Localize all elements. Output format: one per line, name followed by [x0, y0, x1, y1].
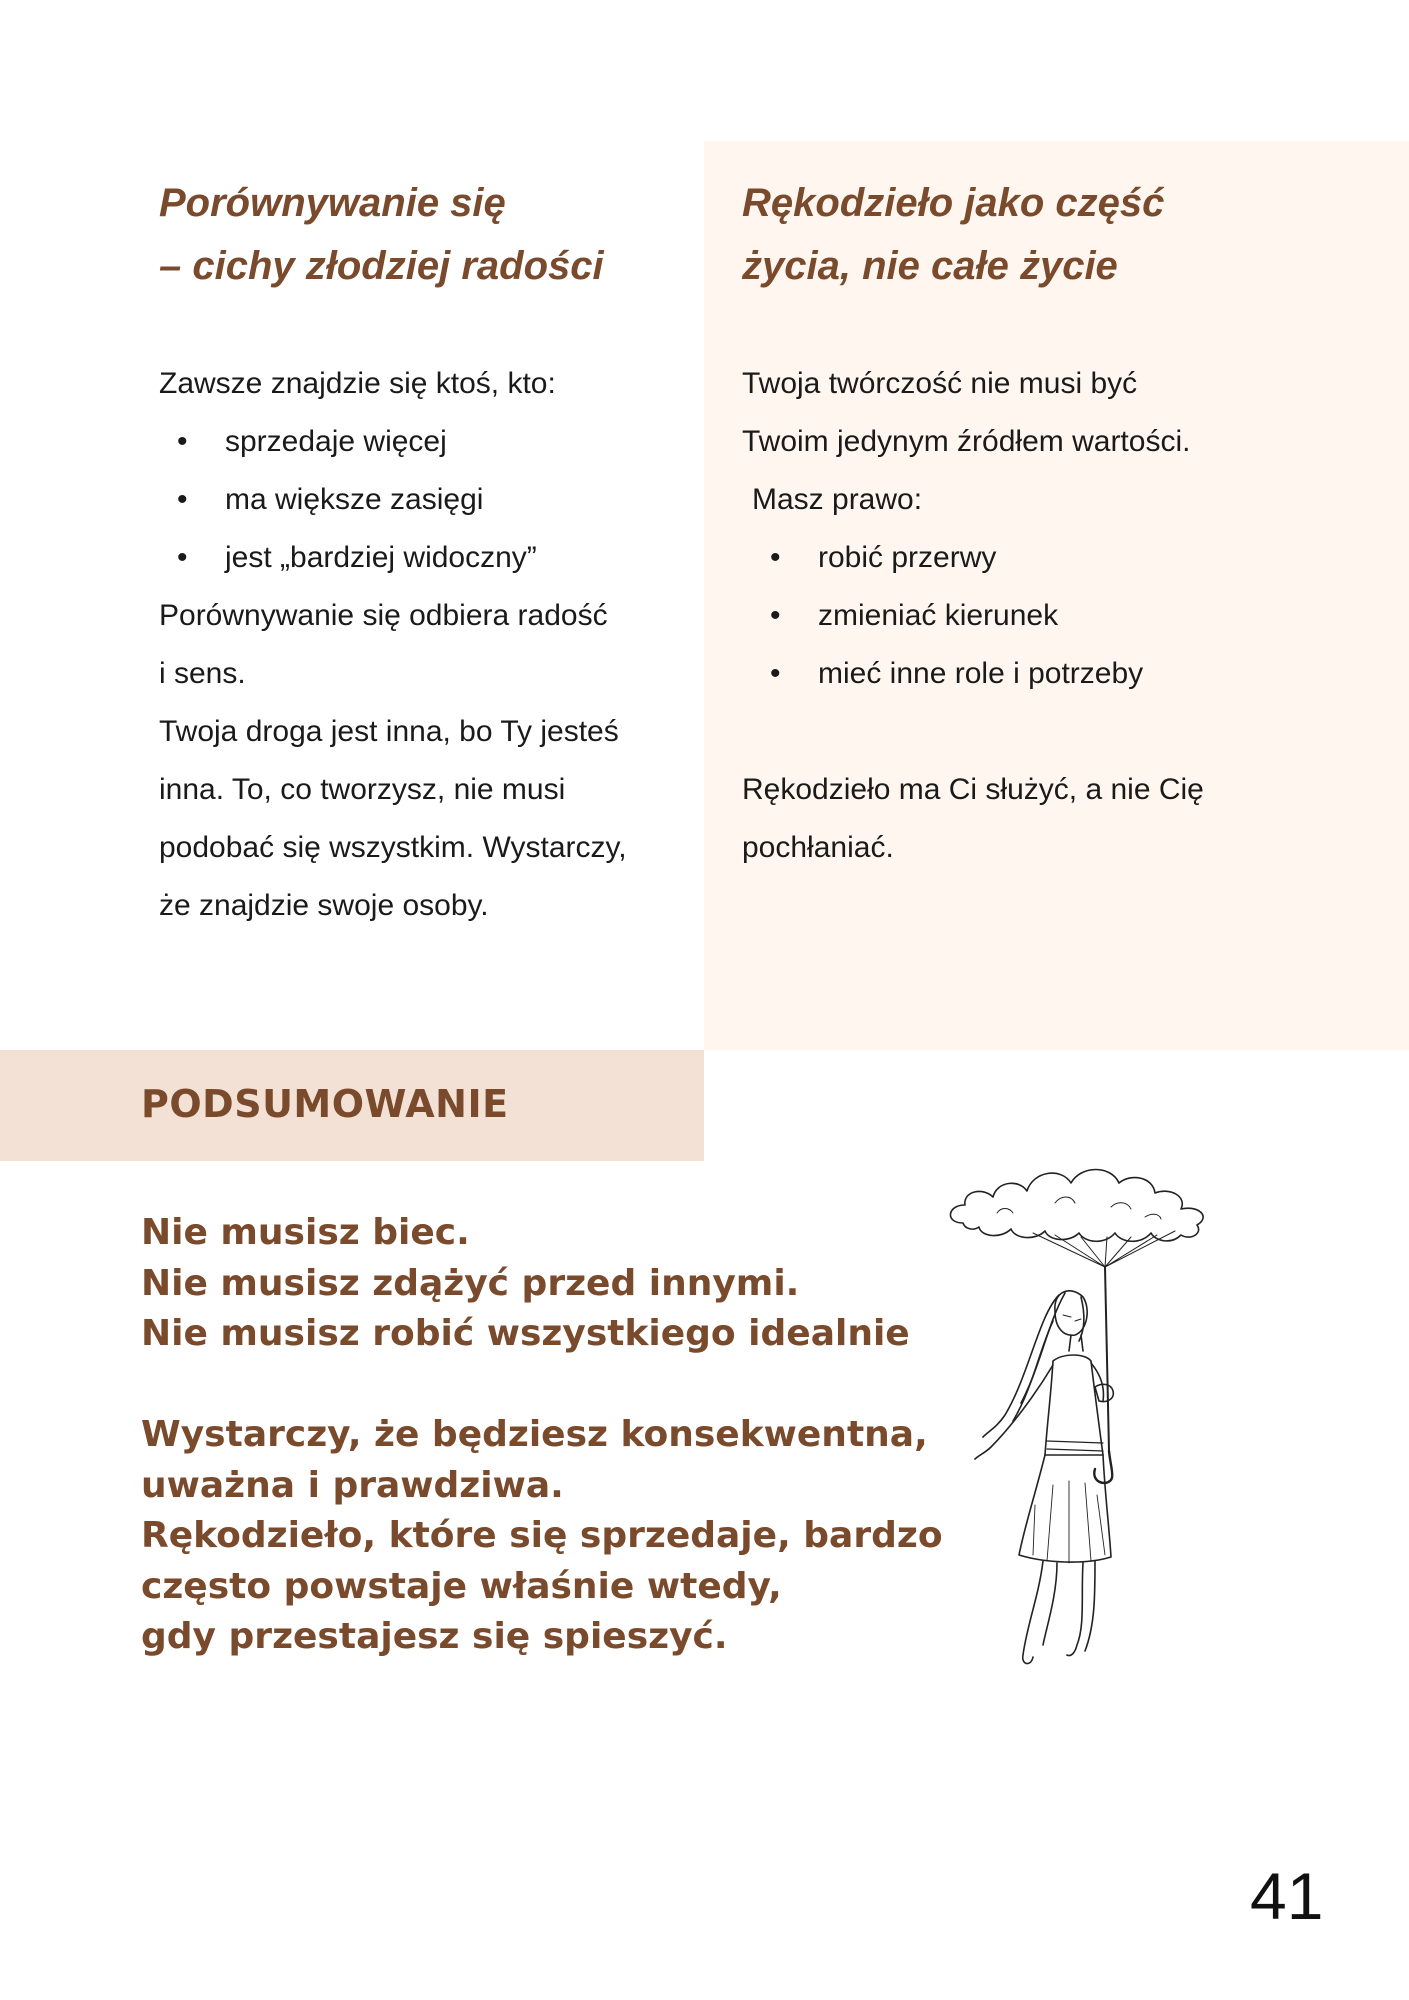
list-item: • mieć inne role i potrzeby [752, 645, 1302, 703]
list-item: • robić przerwy [752, 529, 1302, 587]
summary-line: Nie musisz robić wszystkiego idealnie [141, 1313, 910, 1354]
left-heading-line: Porównywanie się [159, 181, 506, 225]
left-paragraph-line: Porównywanie się odbiera radość [159, 599, 608, 632]
summary-title: PODSUMOWANIE [141, 1082, 509, 1126]
summary-line: Rękodzieło, które się sprzedaje, bardzo [141, 1515, 943, 1556]
girl-with-cloud-umbrella-illustration [935, 1125, 1275, 1685]
left-section-body [159, 355, 679, 935]
right-heading-line: Rękodzieło jako część [742, 181, 1165, 225]
left-heading-line: – cichy złodziej radości [159, 244, 604, 288]
right-closing-line: pochłaniać. [742, 831, 894, 864]
right-section-body [742, 355, 1302, 877]
right-section-heading [742, 172, 1164, 298]
spacer [742, 703, 1302, 761]
summary-line: często powstaje właśnie wtedy, [141, 1565, 782, 1607]
list-item: • jest „bardziej widoczny” [159, 529, 679, 587]
spacer [141, 1360, 943, 1411]
right-intro-line: Twoim jedynym źródłem wartości. [742, 425, 1191, 458]
left-paragraph-line: podobać się wszystkim. Wystarczy, [159, 831, 627, 864]
summary-line: Nie musisz zdążyć przed innymi. [141, 1262, 800, 1304]
summary-text [141, 1208, 943, 1663]
right-intro-line: Twoja twórczość nie musi być [742, 367, 1138, 400]
cloud-icon [950, 1170, 1203, 1242]
page-number: 41 [1250, 1859, 1324, 1933]
summary-line: uważna i prawdziwa. [141, 1464, 564, 1506]
left-paragraph-line: że znajdzie swoje osoby. [159, 889, 489, 922]
list-item: • ma większe zasięgi [159, 471, 679, 529]
summary-line: Nie musisz biec. [141, 1212, 470, 1253]
left-section-heading [159, 172, 604, 298]
right-closing-line: Rękodzieło ma Ci służyć, a nie Cię [742, 773, 1204, 806]
left-bullet-list [159, 413, 679, 587]
rights-label: Masz prawo: [752, 483, 923, 516]
left-paragraph-line: i sens. [159, 657, 246, 690]
list-item: • zmieniać kierunek [752, 587, 1302, 645]
list-item: • sprzedaje więcej [159, 413, 679, 471]
right-heading-line: życia, nie całe życie [742, 244, 1118, 288]
right-bullet-list [752, 529, 1302, 703]
left-paragraph-line: inna. To, co tworzysz, nie musi [159, 773, 566, 806]
summary-line: Wystarczy, że będziesz konsekwentna, [141, 1414, 928, 1455]
left-paragraph-line: Twoja droga jest inna, bo Ty jesteś [159, 715, 619, 748]
summary-line: gdy przestajesz się spieszyć. [141, 1616, 728, 1657]
left-intro: Zawsze znajdzie się ktoś, kto: [159, 367, 556, 400]
